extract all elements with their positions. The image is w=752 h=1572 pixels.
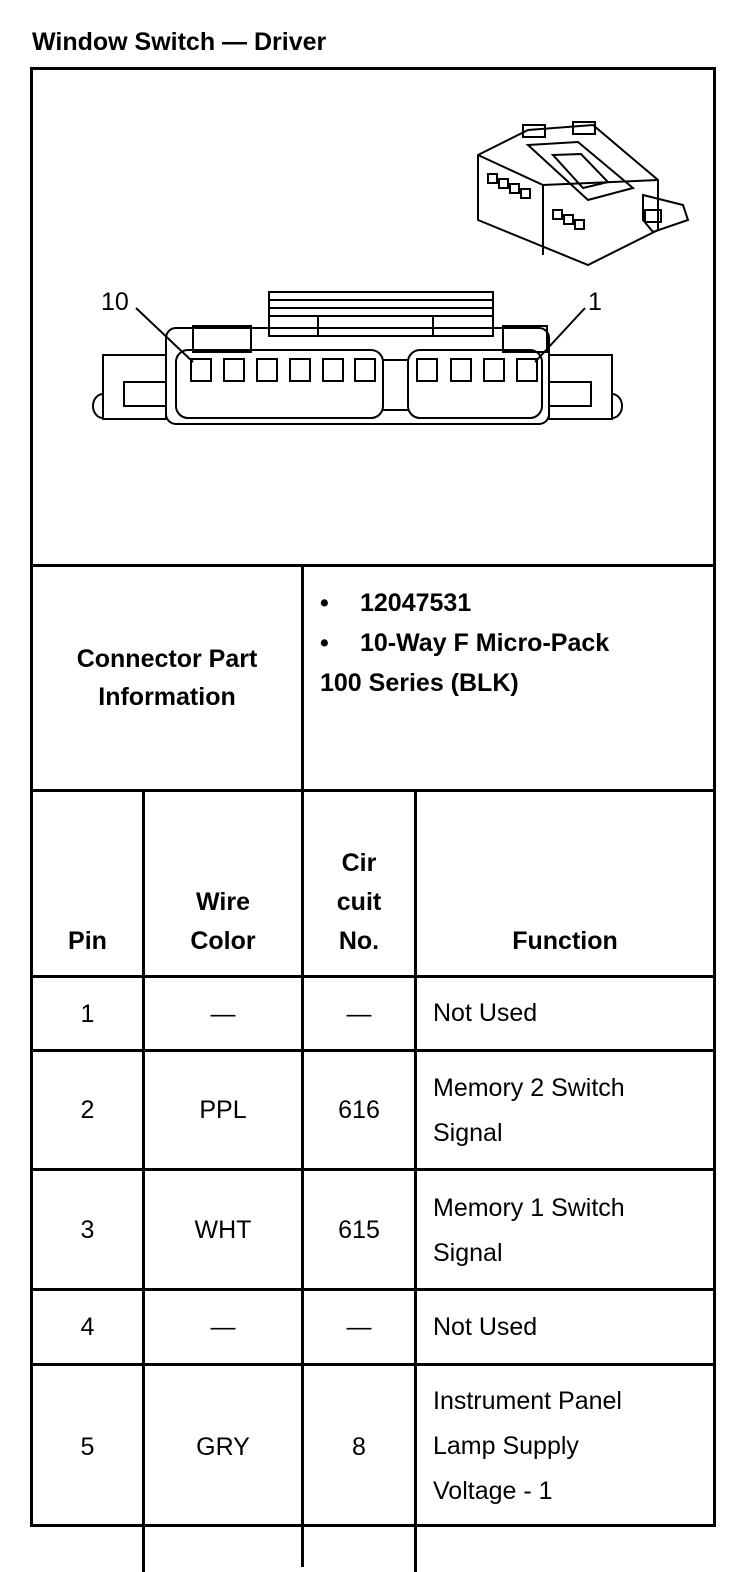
connector-info-label: Connector Part Information: [76, 645, 258, 711]
connector-description-cont: 100 Series (BLK): [320, 669, 519, 697]
connector-info-details: [320, 583, 700, 703]
row-5-function: Instrument Panel Lamp Supply Voltage - 1: [433, 1387, 622, 1505]
row-3-pin: 3: [80, 1215, 95, 1244]
header-wire-color: Wire Color: [190, 888, 256, 955]
divider: [33, 789, 713, 792]
connector-front-view: [93, 292, 622, 424]
header-pin: Pin: [68, 927, 107, 955]
row-5-pin: 5: [80, 1432, 95, 1461]
row-1-function: Not Used: [433, 999, 538, 1027]
part-number: • 12047531: [320, 589, 472, 617]
row-5-circuit: 8: [352, 1432, 366, 1461]
pin-cavities: [191, 359, 537, 381]
connector-illustration: [33, 70, 713, 564]
row-2-function: Memory 2 Switch Signal: [433, 1074, 625, 1147]
row-4-function: Not Used: [433, 1313, 538, 1341]
connector-description: • 10-Way F Micro-Pack: [320, 629, 610, 657]
row-1-circuit: —: [346, 999, 372, 1028]
page-title: Window Switch — Driver: [32, 28, 327, 56]
row-3-circuit: 615: [338, 1215, 380, 1244]
row-4-pin: 4: [80, 1313, 95, 1341]
row-5-wire: GRY: [196, 1432, 250, 1461]
header-circuit-no: Cir cuit No.: [336, 849, 382, 955]
row-2-wire: PPL: [199, 1096, 247, 1124]
pin-label-1: 1: [588, 288, 602, 316]
row-1-pin: 1: [80, 999, 95, 1028]
header-function: Function: [512, 927, 618, 955]
row-3-wire: WHT: [194, 1215, 252, 1244]
row-1-wire: —: [210, 999, 236, 1028]
row-3-function: Memory 1 Switch Signal: [433, 1194, 625, 1267]
pin-label-10: 10: [101, 288, 129, 316]
row-2-circuit: 616: [338, 1096, 380, 1124]
connector-isometric-icon: [478, 122, 688, 265]
row-4-wire: —: [210, 1313, 236, 1341]
divider: [414, 792, 417, 1572]
row-2-pin: 2: [80, 1096, 95, 1124]
row-4-circuit: —: [346, 1313, 372, 1341]
connector-table: [30, 67, 716, 1527]
